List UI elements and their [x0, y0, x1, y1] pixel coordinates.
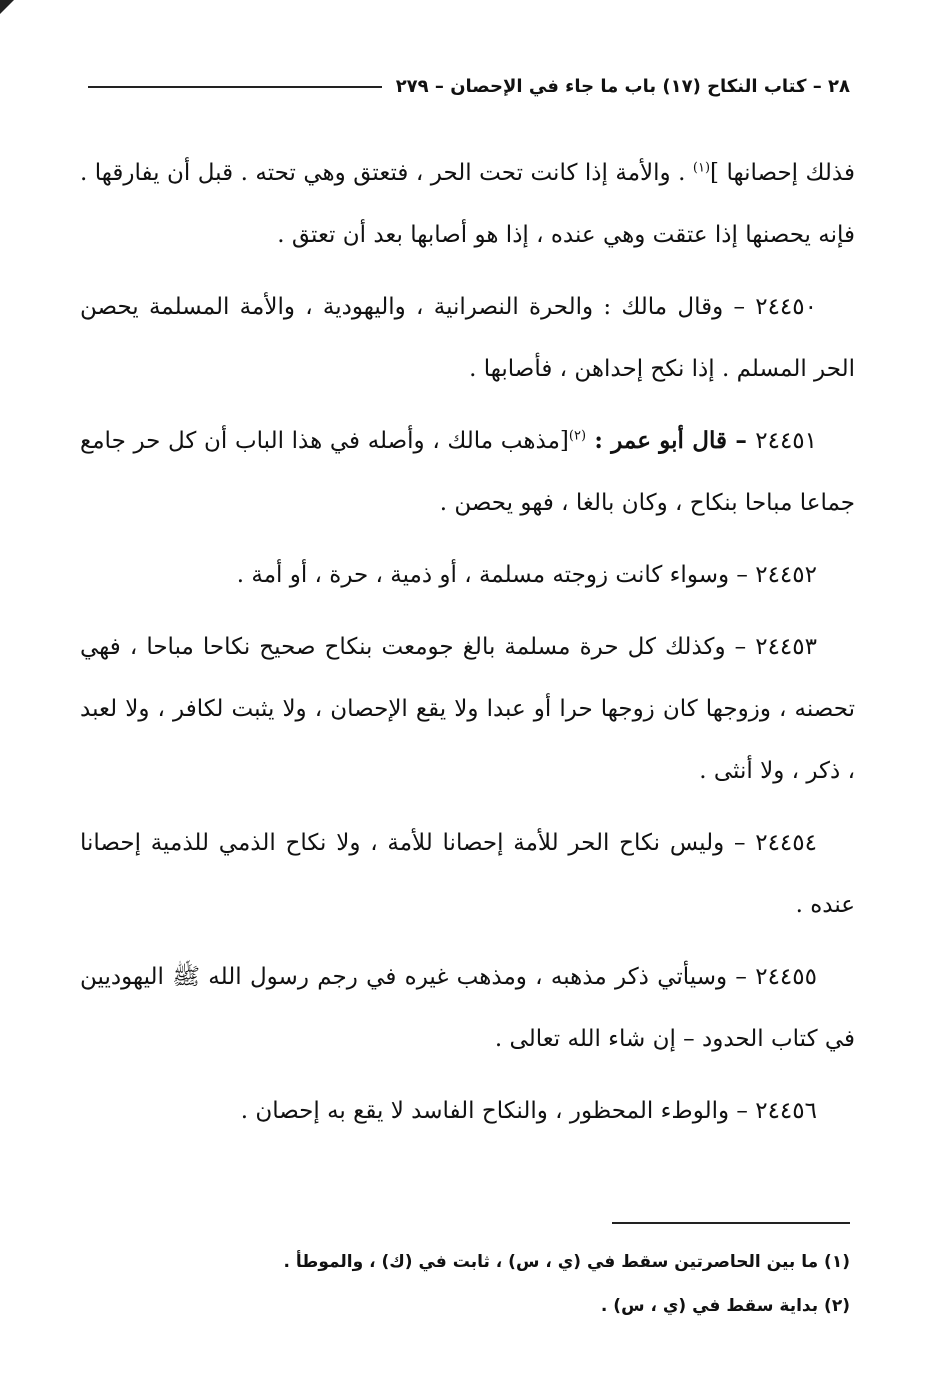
- paragraph-text: – وقال مالك : والحرة النصرانية ، واليهودية ، والأمة المسلمة يحصن الحر المسلم . إذا نكح إحداهن ، فأصابها .: [80, 294, 855, 382]
- body-text: [80, 142, 855, 1152]
- header-rule: [88, 86, 382, 88]
- paragraph-continuation: [80, 142, 855, 266]
- paragraph-text: – وسواء كانت زوجته مسلمة ، أو ذمية ، حرة ، أو أمة .: [236, 562, 756, 588]
- footnote-ref-1: (١): [692, 160, 711, 176]
- paragraph-24450: [80, 276, 855, 400]
- paragraph-text: – وليس نكاح الحر للأمة إحصانا للأمة ، ولا نكاح الذمي للذمية إحصانا عنده .: [80, 830, 855, 918]
- paragraph-24454: [80, 812, 855, 936]
- paragraph-text: – والوطء المحظور ، والنكاح الفاسد لا يقع به إحصان .: [240, 1098, 756, 1124]
- corner-mark: [0, 0, 14, 14]
- footnote-2: (٢) بداية سقط في (ي ، س) .: [600, 1296, 850, 1316]
- paragraph-text: فذلك إحصانها ]: [710, 160, 855, 186]
- paragraph-24455: [80, 946, 855, 1070]
- paragraph-24451: [80, 410, 855, 534]
- paragraph-24452: [80, 544, 855, 606]
- paragraph-number: ٢٤٤٥٦: [755, 1098, 817, 1124]
- paragraph-number: ٢٤٤٥٣: [755, 634, 817, 660]
- paragraph-number: ٢٤٤٥٤: [755, 830, 817, 856]
- running-head-text: ٢٨ – كتاب النكاح (١٧) باب ما جاء في الإحصان – ٢٧٩: [395, 76, 850, 97]
- paragraph-text: . والأمة إذا كانت تحت الحر ، فتعتق وهي تحته . قبل أن يفارقها . فإنه يحصنها إذا عتقت وهي عنده ، إذا هو أصابها بعد أن تعتق .: [80, 160, 855, 248]
- paragraph-24456: [80, 1080, 855, 1142]
- paragraph-number: ٢٤٤٥٠: [755, 294, 817, 320]
- paragraph-number: ٢٤٤٥١: [755, 428, 818, 454]
- paragraph-24453: [80, 616, 855, 802]
- footnotes: [80, 1240, 850, 1328]
- running-head: [88, 76, 850, 97]
- paragraph-number: ٢٤٤٥٢: [755, 562, 817, 588]
- footnote-ref-2: (٢): [568, 428, 587, 444]
- paragraph-number: ٢٤٤٥٥: [755, 964, 817, 990]
- paragraph-text: [مذهب مالك ، وأصله في هذا الباب أن كل حر جامع جماعا مباحا بنكاح ، وكان بالغا ، فهو يحصن .: [80, 428, 855, 516]
- paragraph-text: – وسيأتي ذكر مذهبه ، ومذهب غيره في رجم رسول الله ﷺ اليهوديين في كتاب الحدود – إن شاء الله تعالى .: [80, 964, 855, 1052]
- attribution: – قال أبو عمر :: [586, 427, 756, 454]
- paragraph-text: – وكذلك كل حرة مسلمة بالغ جومعت بنكاح صحيح نكاحا مباحا ، فهي تحصنه ، وزوجها كان زوجها حرا أو عبدا ولا يقع الإحصان ، ولا يثبت لكافر ، ولا لعبد ، ذكر ، ولا أنثى .: [80, 634, 855, 784]
- footnote-1: (١) ما بين الحاصرتين سقط في (ي ، س) ، ثابت في (ك) ، والموطأ .: [283, 1252, 850, 1272]
- footnote-rule: [612, 1222, 850, 1224]
